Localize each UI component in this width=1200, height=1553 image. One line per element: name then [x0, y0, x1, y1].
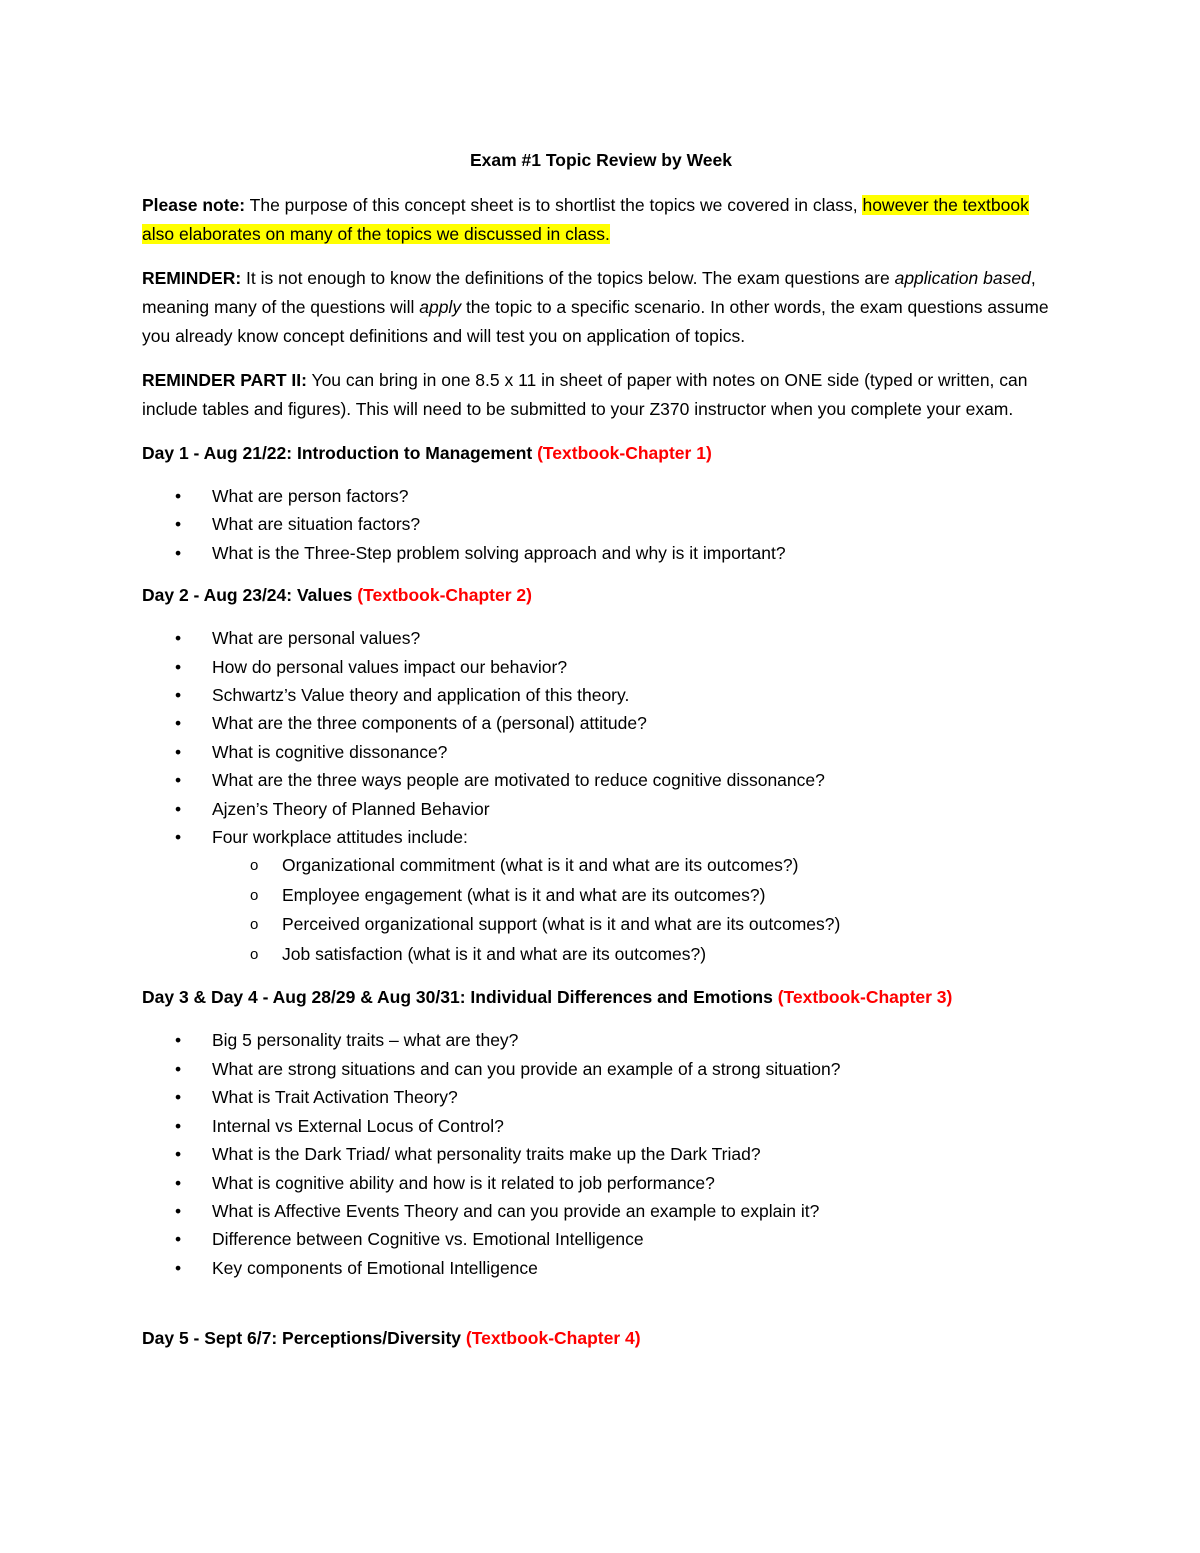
list-item-text: What is the Dark Triad/ what personality traits make up the Dark Triad? — [212, 1144, 761, 1165]
list-item-text: What are person factors? — [212, 486, 409, 506]
list-item-text: Internal vs External Locus of Control? — [212, 1115, 504, 1136]
note-highlight: however the textbook also elaborates on many of the topics we discussed in class. — [142, 195, 1029, 244]
day3-chapter: (Textbook-Chapter 3) — [777, 987, 953, 1008]
bullet-icon: • — [175, 1257, 182, 1278]
reminder-part2-label: REMINDER PART II: — [142, 370, 307, 390]
bullet-icon: • — [175, 827, 182, 848]
note-paragraph — [142, 191, 1060, 249]
sub-list-item — [142, 881, 1060, 911]
day1-chapter: (Textbook-Chapter 1) — [537, 443, 712, 463]
reminder-part2-paragraph — [142, 366, 1060, 424]
circle-bullet-icon: o — [250, 916, 259, 934]
note-label: Please note: — [142, 195, 246, 215]
list-item-text: What are situation factors? — [212, 514, 421, 535]
bullet-icon: • — [175, 1172, 182, 1193]
bullet-icon: • — [175, 685, 182, 706]
sub-list-item-text: Job satisfaction (what is it and what are its outcomes?) — [282, 943, 707, 964]
spacer — [142, 1296, 1060, 1324]
circle-bullet-icon: o — [250, 886, 259, 904]
reminder-text-3: the topic to a specific scenario. In other words, the exam questions assume you already know concept definitions and will test you on application of topics. — [142, 297, 1049, 346]
reminder-italic-1: application based — [894, 268, 1031, 288]
bullet-icon: • — [175, 486, 182, 506]
bullet-icon: • — [175, 1115, 182, 1136]
circle-bullet-icon: o — [250, 945, 259, 963]
bullet-icon: • — [175, 1030, 182, 1051]
list-item-text: Ajzen’s Theory of Planned Behavior — [212, 798, 490, 819]
list-item-text: What is Affective Events Theory and can you provide an example to explain it? — [212, 1200, 820, 1221]
day2-heading-text: Day 2 - Aug 23/24: Values — [142, 585, 358, 606]
note-text: The purpose of this concept sheet is to shortlist the topics we covered in class, — [245, 195, 863, 215]
list-item-text: What are strong situations and can you provide an example of a strong situation? — [212, 1058, 841, 1079]
day2-chapter: (Textbook-Chapter 2) — [357, 585, 532, 606]
list-item — [142, 1197, 1060, 1225]
circle-bullet-icon: o — [250, 857, 259, 875]
list-item — [142, 1026, 1060, 1054]
bullet-icon: • — [175, 713, 182, 734]
day2-list — [142, 624, 1060, 969]
day1-heading — [142, 439, 1060, 468]
day5-chapter: (Textbook-Chapter 4) — [465, 1328, 641, 1349]
sub-list-item — [142, 940, 1060, 970]
bullet-icon: • — [175, 770, 182, 791]
day3-heading-text: Day 3 & Day 4 - Aug 28/29 & Aug 30/31: Individual Differences and Emotions — [142, 987, 778, 1008]
list-item — [142, 766, 1060, 794]
list-item — [142, 653, 1060, 681]
list-item — [142, 681, 1060, 709]
document-page — [142, 146, 1060, 1367]
list-item-text: What is Trait Activation Theory? — [212, 1087, 458, 1108]
list-item — [142, 1140, 1060, 1168]
list-item — [142, 738, 1060, 766]
list-item-text: What are the three components of a (personal) attitude? — [212, 713, 647, 734]
bullet-icon: • — [175, 1229, 182, 1250]
page-title: Exam #1 Topic Review by Week — [470, 150, 732, 170]
list-item-text: Four workplace attitudes include: — [212, 827, 468, 848]
day5-heading-text: Day 5 - Sept 6/7: Perceptions/Diversity — [142, 1328, 466, 1349]
list-item-text: What is cognitive dissonance? — [212, 741, 448, 762]
reminder-part2-text: You can bring in one 8.5 x 11 in sheet of paper with notes on ONE side (typed or written, can include tables and figures). This will need to be submitted to your Z370 instructor when you complete your exam. — [142, 370, 1028, 419]
sub-list-item — [142, 851, 1060, 881]
list-item — [142, 624, 1060, 652]
day2-heading — [142, 581, 1060, 610]
sub-list-item — [142, 910, 1060, 940]
sub-list-item-text: Employee engagement (what is it and what are its outcomes?) — [282, 884, 766, 905]
list-item — [142, 1083, 1060, 1111]
list-item — [142, 823, 1060, 969]
reminder-italic-2: apply — [419, 297, 462, 317]
bullet-icon: • — [175, 514, 182, 535]
reminder-label: REMINDER: — [142, 268, 242, 288]
sub-list-item-text: Perceived organizational support (what is it and what are its outcomes?) — [282, 914, 841, 935]
bullet-icon: • — [175, 542, 182, 563]
day1-list — [142, 482, 1060, 567]
list-item — [142, 1254, 1060, 1282]
day1-heading-text: Day 1 - Aug 21/22: Introduction to Management — [142, 443, 538, 463]
reminder-text-1: It is not enough to know the definitions of the topics below. The exam questions are — [241, 268, 895, 288]
list-item — [142, 1169, 1060, 1197]
list-item-text: What are personal values? — [212, 628, 421, 649]
bullet-icon: • — [175, 628, 182, 649]
list-item-text: How do personal values impact our behavior? — [212, 656, 568, 677]
bullet-icon: • — [175, 1200, 182, 1221]
reminder-text-2: , meaning many of the questions will — [142, 268, 1036, 317]
bullet-icon: • — [175, 1058, 182, 1079]
workplace-attitudes-sublist — [212, 851, 1060, 969]
list-item — [142, 482, 1060, 510]
list-item — [142, 539, 1060, 567]
day3-heading — [142, 983, 1060, 1012]
day3-list — [142, 1026, 1060, 1282]
list-item-text: What are the three ways people are motivated to reduce cognitive dissonance? — [212, 770, 825, 791]
list-item-text: Difference between Cognitive vs. Emotional Intelligence — [212, 1229, 644, 1250]
list-item-text: Key components of Emotional Intelligence — [212, 1257, 538, 1278]
list-item-text: What is cognitive ability and how is it related to job performance? — [212, 1172, 715, 1193]
bullet-icon: • — [175, 1144, 182, 1165]
reminder-paragraph — [142, 264, 1060, 351]
list-item — [142, 1112, 1060, 1140]
list-item — [142, 709, 1060, 737]
list-item — [142, 1225, 1060, 1253]
sub-list-item-text: Organizational commitment (what is it and what are its outcomes?) — [282, 855, 799, 876]
list-item-text: What is the Three-Step problem solving approach and why is it important? — [212, 542, 786, 563]
bullet-icon: • — [175, 1087, 182, 1108]
list-item — [142, 795, 1060, 823]
day5-heading — [142, 1324, 1060, 1353]
list-item-text: Big 5 personality traits – what are they? — [212, 1030, 519, 1051]
bullet-icon: • — [175, 656, 182, 677]
bullet-icon: • — [175, 741, 182, 762]
list-item-text: Schwartz’s Value theory and application of this theory. — [212, 685, 630, 706]
bullet-icon: • — [175, 798, 182, 819]
list-item — [142, 510, 1060, 538]
list-item — [142, 1055, 1060, 1083]
